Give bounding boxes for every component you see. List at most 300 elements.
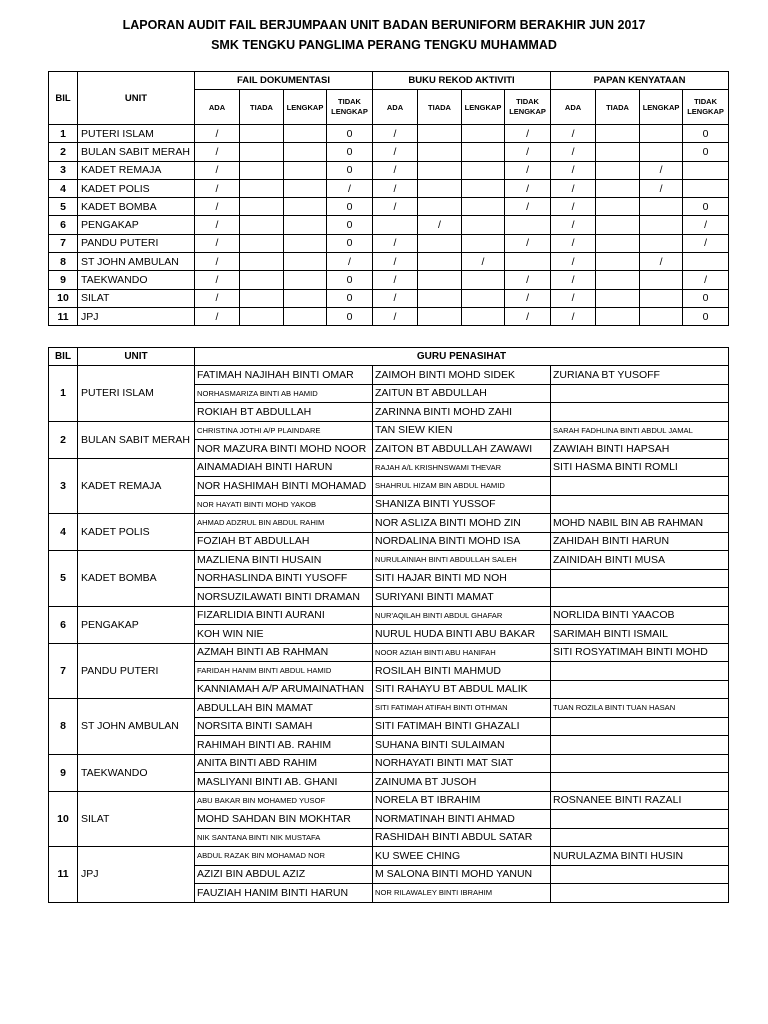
audit-mark: /	[683, 216, 729, 234]
unit-name: KADET BOMBA	[78, 198, 195, 216]
advisor-row	[49, 791, 729, 810]
advisor-name: NORELA BT IBRAHIM	[373, 791, 551, 810]
audit-mark: /	[373, 179, 418, 197]
advisor-name: NOR HASHIMAH BINTI MOHAMAD	[195, 477, 373, 496]
advisor-name: FIZARLIDIA BINTI AURANI	[195, 606, 373, 625]
audit-mark: /	[505, 271, 551, 289]
advisor-name: ZAHIDAH BINTI HARUN	[551, 532, 729, 551]
advisor-name: KANNIAMAH A/P ARUMAINATHAN	[195, 680, 373, 699]
audit-mark: /	[551, 216, 596, 234]
audit-mark: /	[327, 179, 373, 197]
advisor-name: NORDALINA BINTI MOHD ISA	[373, 532, 551, 551]
audit-mark	[640, 143, 683, 161]
unit-name: KADET POLIS	[78, 514, 195, 551]
audit-subheader: TIDAK LENGKAP	[683, 90, 729, 125]
audit-mark	[284, 216, 327, 234]
audit-mark	[418, 234, 462, 252]
unit-name: KADET REMAJA	[78, 458, 195, 514]
advisor-name: SITI FATIMAH ATIFAH BINTI OTHMAN	[373, 699, 551, 718]
audit-mark: /	[462, 253, 505, 271]
advisor-name	[551, 754, 729, 773]
audit-mark	[462, 216, 505, 234]
advisor-name: ZURIANA BT YUSOFF	[551, 366, 729, 385]
audit-mark	[505, 253, 551, 271]
advisor-name: SITI HAJAR BINTI MD NOH	[373, 569, 551, 588]
audit-mark	[505, 216, 551, 234]
row-number: 2	[49, 143, 78, 161]
audit-mark	[462, 234, 505, 252]
audit-row	[49, 143, 729, 161]
audit-subheader: LENGKAP	[462, 90, 505, 125]
audit-mark	[596, 253, 640, 271]
audit-row	[49, 253, 729, 271]
advisor-name	[551, 865, 729, 884]
audit-mark: /	[505, 289, 551, 307]
advisor-name	[551, 810, 729, 829]
audit-mark: /	[551, 234, 596, 252]
advisor-name: MOHD NABIL BIN AB RAHMAN	[551, 514, 729, 533]
audit-mark	[462, 161, 505, 179]
unit-name: PUTERI ISLAM	[78, 125, 195, 143]
advisor-name: ZAWIAH BINTI HAPSAH	[551, 440, 729, 459]
audit-subheader: LENGKAP	[284, 90, 327, 125]
advisor-name: AZIZI BIN ABDUL AZIZ	[195, 865, 373, 884]
row-number: 7	[49, 643, 78, 699]
advisor-name: NURULAINIAH BINTI ABDULLAH SALEH	[373, 551, 551, 570]
unit-name: ST JOHN AMBULAN	[78, 699, 195, 755]
audit-mark: 0	[683, 143, 729, 161]
audit-mark	[683, 179, 729, 197]
advisor-name: TUAN ROZILA BINTI TUAN HASAN	[551, 699, 729, 718]
advisor-name: NURULAZMA BINTI HUSIN	[551, 847, 729, 866]
row-number: 11	[49, 847, 78, 903]
advisor-name: FARIDAH HANIM BINTI ABDUL HAMID	[195, 662, 373, 681]
audit-mark: /	[551, 198, 596, 216]
audit-mark: /	[373, 289, 418, 307]
audit-mark	[418, 179, 462, 197]
audit-mark: 0	[327, 289, 373, 307]
audit-row	[49, 234, 729, 252]
advisor-name: SURIYANI BINTI MAMAT	[373, 588, 551, 607]
audit-mark	[240, 143, 284, 161]
row-number: 6	[49, 216, 78, 234]
advisor-name: NUR'AQILAH BINTI ABDUL GHAFAR	[373, 606, 551, 625]
advisor-name	[551, 680, 729, 699]
row-number: 10	[49, 791, 78, 847]
advisor-name: AINAMADIAH BINTI HARUN	[195, 458, 373, 477]
advisor-name: NORSUZILAWATI BINTI DRAMAN	[195, 588, 373, 607]
audit-mark: 0	[327, 198, 373, 216]
audit-mark	[683, 161, 729, 179]
audit-mark	[640, 198, 683, 216]
audit-row	[49, 307, 729, 325]
advisor-row	[49, 699, 729, 718]
audit-row	[49, 289, 729, 307]
audit-mark	[284, 198, 327, 216]
unit-name: ST JOHN AMBULAN	[78, 253, 195, 271]
audit-mark	[596, 234, 640, 252]
audit-mark	[284, 143, 327, 161]
audit-mark	[462, 198, 505, 216]
advisor-name	[551, 588, 729, 607]
advisor-name: SARAH FADHLINA BINTI ABDUL JAMAL	[551, 421, 729, 440]
audit-mark	[240, 271, 284, 289]
advisor-name: NOOR AZIAH BINTI ABU HANIFAH	[373, 643, 551, 662]
audit-mark: /	[640, 253, 683, 271]
unit-name: SILAT	[78, 289, 195, 307]
advisor-name: ABU BAKAR BIN MOHAMED YUSOF	[195, 791, 373, 810]
audit-mark: /	[195, 234, 240, 252]
advisor-name: M SALONA BINTI MOHD YANUN	[373, 865, 551, 884]
advisor-name: ZAINIDAH BINTI MUSA	[551, 551, 729, 570]
unit-name: KADET POLIS	[78, 179, 195, 197]
advisor-name: ZAITUN BT ABDULLAH	[373, 384, 551, 403]
audit-mark: /	[195, 307, 240, 325]
advisor-name	[551, 828, 729, 847]
audit-mark	[640, 234, 683, 252]
audit-mark: /	[551, 271, 596, 289]
audit-mark: /	[551, 307, 596, 325]
row-number: 11	[49, 307, 78, 325]
audit-mark: /	[373, 307, 418, 325]
audit-mark	[418, 143, 462, 161]
audit-mark: /	[373, 253, 418, 271]
audit-mark: /	[195, 253, 240, 271]
unit-name: BULAN SABIT MERAH	[78, 421, 195, 458]
row-number: 9	[49, 754, 78, 791]
audit-header-papan-kenyataan: PAPAN KENYATAAN	[551, 72, 729, 90]
advisor-name: NORHAYATI BINTI MAT SIAT	[373, 754, 551, 773]
audit-mark: /	[683, 234, 729, 252]
audit-mark: /	[373, 161, 418, 179]
audit-mark: 0	[327, 125, 373, 143]
advisor-name	[551, 717, 729, 736]
advisor-name: MOHD SAHDAN BIN MOKHTAR	[195, 810, 373, 829]
unit-name: PENGAKAP	[78, 606, 195, 643]
audit-mark	[462, 271, 505, 289]
audit-mark	[596, 216, 640, 234]
advisor-row	[49, 754, 729, 773]
advisor-name	[551, 884, 729, 903]
advisor-name: ROKIAH BT ABDULLAH	[195, 403, 373, 422]
advisor-name: ANITA BINTI ABD RAHIM	[195, 754, 373, 773]
row-number: 5	[49, 198, 78, 216]
audit-mark: /	[373, 234, 418, 252]
advisor-name	[551, 495, 729, 514]
audit-mark	[284, 289, 327, 307]
audit-mark	[596, 161, 640, 179]
audit-mark: 0	[683, 289, 729, 307]
audit-subheader: TIADA	[418, 90, 462, 125]
audit-mark: /	[373, 271, 418, 289]
row-number: 1	[49, 125, 78, 143]
audit-row	[49, 161, 729, 179]
advisor-name: NOR HAYATI BINTI MOHD YAKOB	[195, 495, 373, 514]
row-number: 1	[49, 366, 78, 422]
row-number: 4	[49, 514, 78, 551]
audit-mark: 0	[683, 198, 729, 216]
advisor-name: NOR ASLIZA BINTI MOHD ZIN	[373, 514, 551, 533]
audit-mark	[418, 161, 462, 179]
advisor-name: NIK SANTANA BINTI NIK MUSTAFA	[195, 828, 373, 847]
audit-mark: /	[640, 161, 683, 179]
audit-mark: /	[505, 143, 551, 161]
advisor-name	[551, 403, 729, 422]
audit-mark: /	[373, 125, 418, 143]
audit-mark	[596, 307, 640, 325]
row-number: 6	[49, 606, 78, 643]
row-number: 3	[49, 161, 78, 179]
audit-mark: /	[195, 198, 240, 216]
advisor-name	[551, 736, 729, 755]
advisor-name: TAN SIEW KIEN	[373, 421, 551, 440]
advisor-name: ABDUL RAZAK BIN MOHAMAD NOR	[195, 847, 373, 866]
audit-mark: 0	[327, 307, 373, 325]
audit-mark	[284, 179, 327, 197]
audit-header-buku-rekod: BUKU REKOD AKTIVITI	[373, 72, 551, 90]
unit-name: TAEKWANDO	[78, 271, 195, 289]
audit-mark	[284, 307, 327, 325]
audit-mark	[418, 307, 462, 325]
audit-mark: /	[551, 289, 596, 307]
advisor-header-bil: BIL	[49, 348, 78, 366]
advisor-name: NOR MAZURA BINTI MOHD NOOR	[195, 440, 373, 459]
audit-subheader: TIDAK LENGKAP	[505, 90, 551, 125]
advisor-row	[49, 514, 729, 533]
audit-mark	[373, 216, 418, 234]
row-number: 2	[49, 421, 78, 458]
audit-mark: 0	[327, 271, 373, 289]
audit-mark	[284, 271, 327, 289]
audit-mark	[462, 179, 505, 197]
audit-row	[49, 216, 729, 234]
audit-header-fail-dokumentasi: FAIL DOKUMENTASI	[195, 72, 373, 90]
advisor-row	[49, 551, 729, 570]
unit-name: PENGAKAP	[78, 216, 195, 234]
advisor-name	[551, 477, 729, 496]
audit-mark	[596, 198, 640, 216]
row-number: 8	[49, 699, 78, 755]
audit-mark: /	[418, 216, 462, 234]
advisor-name: MASLIYANI BINTI AB. GHANI	[195, 773, 373, 792]
advisor-name	[551, 384, 729, 403]
advisor-name: ZAIMOH BINTI MOHD SIDEK	[373, 366, 551, 385]
audit-mark: /	[195, 125, 240, 143]
audit-mark	[596, 289, 640, 307]
audit-mark: /	[640, 179, 683, 197]
advisor-name: SITI FATIMAH BINTI GHAZALI	[373, 717, 551, 736]
advisor-name	[551, 773, 729, 792]
audit-mark: /	[551, 125, 596, 143]
unit-name: KADET BOMBA	[78, 551, 195, 607]
audit-mark	[640, 307, 683, 325]
audit-mark	[240, 253, 284, 271]
audit-mark	[284, 253, 327, 271]
row-number: 4	[49, 179, 78, 197]
audit-mark	[640, 289, 683, 307]
advisor-name: KU SWEE CHING	[373, 847, 551, 866]
advisor-row	[49, 847, 729, 866]
audit-mark	[418, 125, 462, 143]
audit-mark	[240, 125, 284, 143]
audit-mark: /	[551, 161, 596, 179]
advisor-name: RAJAH A/L KRISHNSWAMI THEVAR	[373, 458, 551, 477]
audit-mark: /	[683, 271, 729, 289]
advisor-name	[551, 569, 729, 588]
advisor-name: ABDULLAH BIN MAMAT	[195, 699, 373, 718]
row-number: 5	[49, 551, 78, 607]
audit-mark: /	[505, 307, 551, 325]
audit-subheader: ADA	[551, 90, 596, 125]
audit-mark	[418, 198, 462, 216]
audit-mark	[640, 216, 683, 234]
audit-mark	[462, 307, 505, 325]
advisor-name: NOR RILAWALEY BINTI IBRAHIM	[373, 884, 551, 903]
audit-mark: /	[373, 143, 418, 161]
audit-mark: /	[195, 143, 240, 161]
row-number: 7	[49, 234, 78, 252]
audit-mark	[462, 143, 505, 161]
audit-mark: /	[327, 253, 373, 271]
advisor-name: RAHIMAH BINTI AB. RAHIM	[195, 736, 373, 755]
audit-mark	[418, 289, 462, 307]
audit-mark	[418, 253, 462, 271]
advisor-name: FATIMAH NAJIHAH BINTI OMAR	[195, 366, 373, 385]
audit-mark: 0	[327, 161, 373, 179]
audit-subheader: TIADA	[240, 90, 284, 125]
audit-mark: /	[505, 234, 551, 252]
unit-name: BULAN SABIT MERAH	[78, 143, 195, 161]
advisor-name: SITI ROSYATIMAH BINTI MOHD	[551, 643, 729, 662]
audit-table	[48, 71, 729, 326]
audit-mark	[240, 234, 284, 252]
audit-mark	[640, 271, 683, 289]
unit-name: JPJ	[78, 847, 195, 903]
audit-mark	[596, 271, 640, 289]
advisor-row	[49, 366, 729, 385]
advisor-name: SHAHRUL HIZAM BIN ABDUL HAMID	[373, 477, 551, 496]
audit-mark: /	[373, 198, 418, 216]
advisor-table	[48, 347, 729, 903]
row-number: 10	[49, 289, 78, 307]
advisor-name: FOZIAH BT ABDULLAH	[195, 532, 373, 551]
audit-mark: /	[551, 253, 596, 271]
advisor-name	[551, 662, 729, 681]
audit-row	[49, 125, 729, 143]
unit-name: KADET REMAJA	[78, 161, 195, 179]
audit-mark	[596, 179, 640, 197]
unit-name: PUTERI ISLAM	[78, 366, 195, 422]
audit-mark: /	[505, 125, 551, 143]
advisor-name: SITI HASMA BINTI ROMLI	[551, 458, 729, 477]
audit-mark: /	[551, 143, 596, 161]
audit-mark: /	[195, 216, 240, 234]
advisor-row	[49, 421, 729, 440]
advisor-name: SHANIZA BINTI YUSSOF	[373, 495, 551, 514]
advisor-header-unit: UNIT	[78, 348, 195, 366]
audit-subheader: TIADA	[596, 90, 640, 125]
advisor-name: AHMAD ADZRUL BIN ABDUL RAHIM	[195, 514, 373, 533]
advisor-row	[49, 643, 729, 662]
audit-row	[49, 271, 729, 289]
advisor-name: MAZLIENA BINTI HUSAIN	[195, 551, 373, 570]
audit-mark: /	[505, 198, 551, 216]
advisor-name: NORHASMARIZA BINTI AB HAMID	[195, 384, 373, 403]
audit-mark	[683, 253, 729, 271]
unit-name: TAEKWANDO	[78, 754, 195, 791]
advisor-name: NORMATINAH BINTI AHMAD	[373, 810, 551, 829]
audit-mark	[462, 289, 505, 307]
audit-mark	[418, 271, 462, 289]
audit-mark	[240, 179, 284, 197]
unit-name: PANDU PUTERI	[78, 643, 195, 699]
audit-mark	[284, 125, 327, 143]
advisor-name: NORLIDA BINTI YAACOB	[551, 606, 729, 625]
advisor-name: ROSILAH BINTI MAHMUD	[373, 662, 551, 681]
advisor-name: AZMAH BINTI AB RAHMAN	[195, 643, 373, 662]
unit-name: PANDU PUTERI	[78, 234, 195, 252]
audit-mark: /	[195, 179, 240, 197]
audit-mark	[284, 234, 327, 252]
audit-subheader: TIDAK LENGKAP	[327, 90, 373, 125]
audit-mark: 0	[683, 125, 729, 143]
audit-subheader: ADA	[373, 90, 418, 125]
audit-row	[49, 179, 729, 197]
advisor-name: SITI RAHAYU BT ABDUL MALIK	[373, 680, 551, 699]
audit-mark	[462, 125, 505, 143]
audit-mark: /	[551, 179, 596, 197]
audit-mark	[240, 198, 284, 216]
audit-mark: /	[505, 179, 551, 197]
audit-mark: 0	[683, 307, 729, 325]
audit-mark	[240, 307, 284, 325]
advisor-name: ROSNANEE BINTI RAZALI	[551, 791, 729, 810]
advisor-row	[49, 458, 729, 477]
audit-mark: /	[195, 289, 240, 307]
advisor-name: CHRISTINA JOTHI A/P PLAINDARE	[195, 421, 373, 440]
audit-subheader: ADA	[195, 90, 240, 125]
advisor-name: NURUL HUDA BINTI ABU BAKAR	[373, 625, 551, 644]
report-title: LAPORAN AUDIT FAIL BERJUMPAAN UNIT BADAN BERUNIFORM BERAKHIR JUN 2017	[122, 18, 646, 32]
audit-mark	[240, 289, 284, 307]
audit-mark	[240, 161, 284, 179]
audit-mark	[596, 143, 640, 161]
audit-mark: /	[195, 271, 240, 289]
audit-mark	[640, 125, 683, 143]
advisor-name: ZAITON BT ABDULLAH ZAWAWI	[373, 440, 551, 459]
unit-name: JPJ	[78, 307, 195, 325]
advisor-name: FAUZIAH HANIM BINTI HARUN	[195, 884, 373, 903]
advisor-name: SARIMAH BINTI ISMAIL	[551, 625, 729, 644]
audit-mark: 0	[327, 216, 373, 234]
school-name: SMK TENGKU PANGLIMA PERANG TENGKU MUHAMMAD	[211, 38, 557, 52]
advisor-row	[49, 606, 729, 625]
audit-mark: /	[195, 161, 240, 179]
audit-header-unit: UNIT	[78, 72, 195, 125]
advisor-name: ZAINUMA BT JUSOH	[373, 773, 551, 792]
audit-mark: /	[505, 161, 551, 179]
row-number: 9	[49, 271, 78, 289]
advisor-name: RASHIDAH BINTI ABDUL SATAR	[373, 828, 551, 847]
advisor-name: NORSITA BINTI SAMAH	[195, 717, 373, 736]
audit-row	[49, 198, 729, 216]
audit-mark	[284, 161, 327, 179]
audit-mark	[596, 125, 640, 143]
audit-mark: 0	[327, 143, 373, 161]
advisor-name: NORHASLINDA BINTI YUSOFF	[195, 569, 373, 588]
row-number: 8	[49, 253, 78, 271]
audit-mark: 0	[327, 234, 373, 252]
